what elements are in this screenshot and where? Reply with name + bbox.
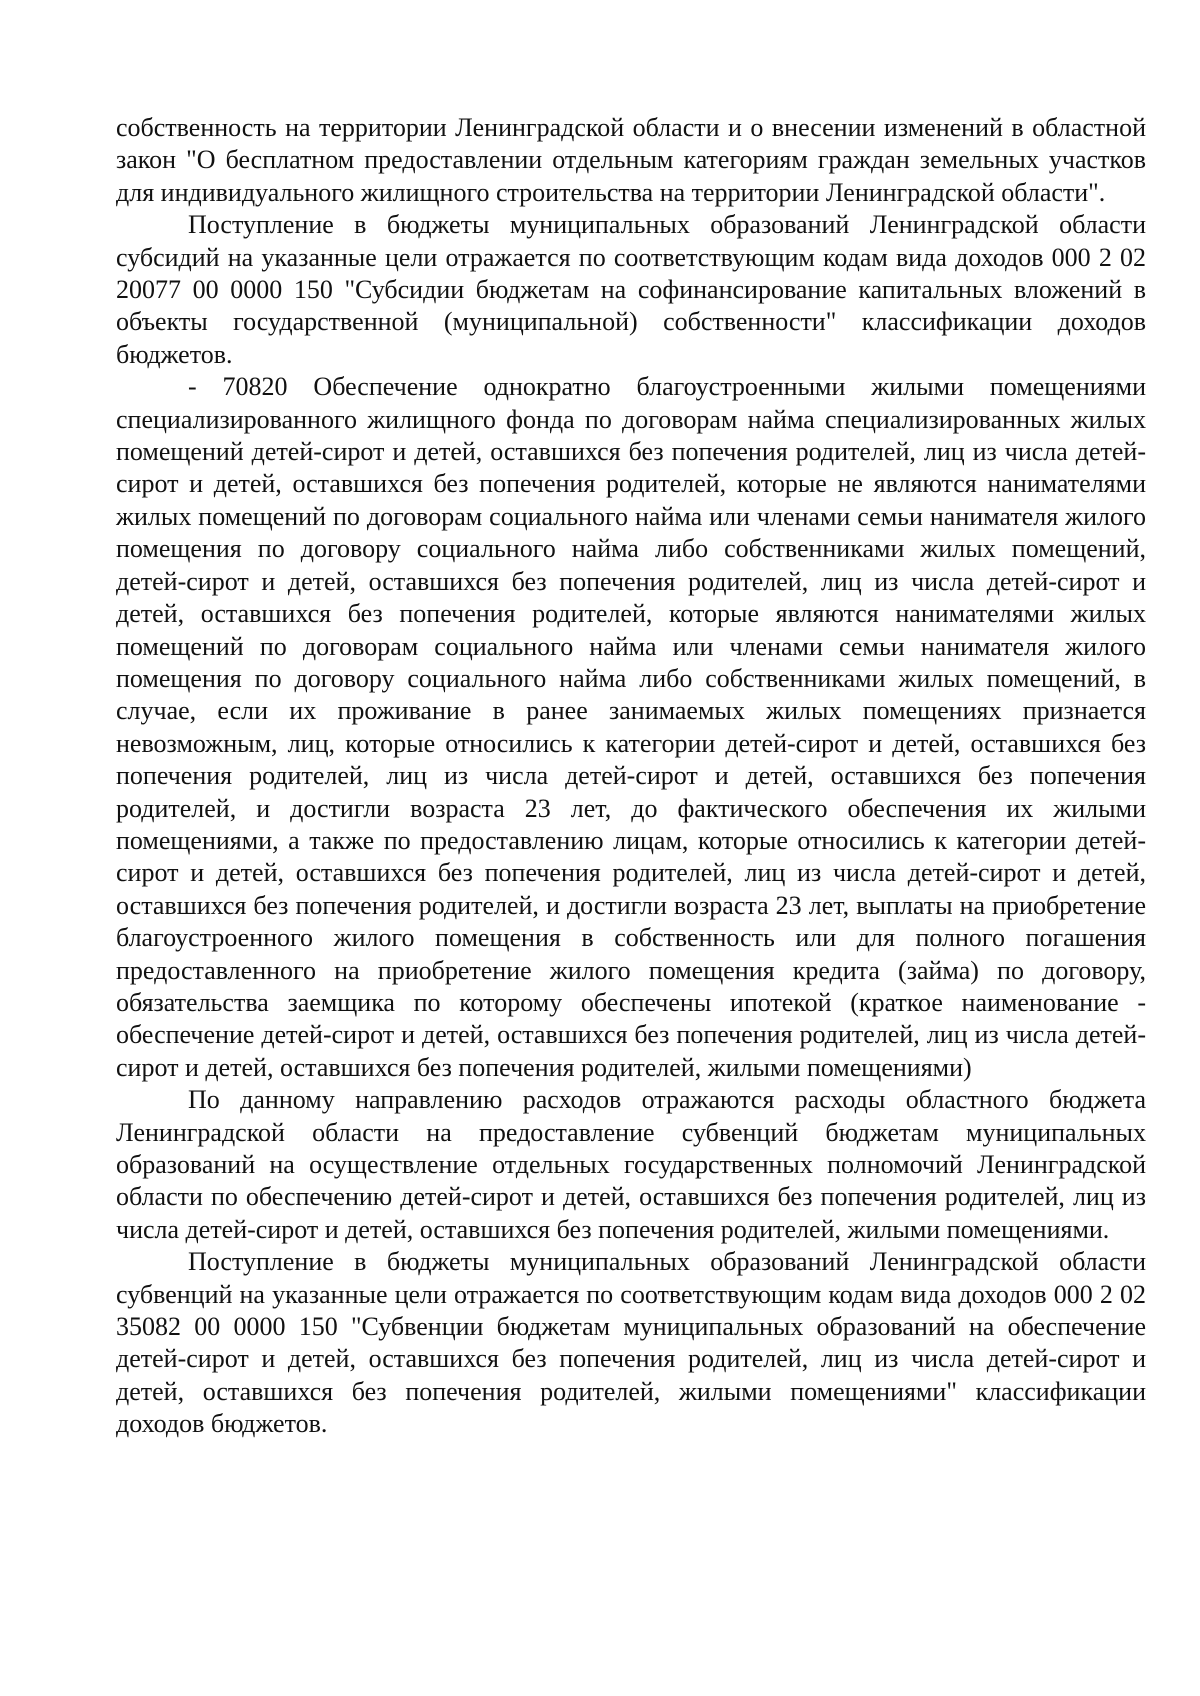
- paragraph-expense-direction: По данному направлению расходов отражаются расходы областного бюджета Ленинградской области на предоставление субвенций бюджетам муниципальных образований на осуществление отдельных государственных полномочий Ленинградской области по обеспечению детей-сирот и детей, оставшихся без попечения родителей, лиц из числа детей-сирот и детей, оставшихся без попечения родителей, жилыми помещениями.: [116, 1085, 1146, 1244]
- document-page: [116, 112, 1146, 1441]
- paragraph-expense-code-70820: - 70820 Обеспечение однократно благоустроенными жилыми помещениями специализированного жилищного фонда по договорам найма специализированных жилых помещений детей-сирот и детей, оставшихся без попечения родителей, лиц из числа детей-сирот и детей, оставшихся без попечения родителей, которые не являются нанимателями жилых помещений по договорам социального найма или членами семьи нанимателя жилого помещения по договору социального найма либо собственниками жилых помещений, детей-сирот и детей, оставшихся без попечения родителей, лиц из числа детей-сирот и детей, оставшихся без попечения родителей, которые являются нанимателями жилых помещений по договорам социального найма или членами семьи нанимателя жилого помещения по договору социального найма либо собственниками жилых помещений, в случае, если их проживание в ранее занимаемых жилых помещениях признается невозможным, лиц, которые относились к категории детей-сирот и детей, оставшихся без попечения родителей, лиц из числа детей-сирот и детей, оставшихся без попечения родителей, и достигли возраста 23 лет, до фактического обеспечения их жилыми помещениями, а также по предоставлению лицам, которые относились к категории детей-сирот и детей, оставшихся без попечения родителей, лиц из числа детей-сирот и детей, оставшихся без попечения родителей, и достигли возраста 23 лет, выплаты на приобретение благоустроенного жилого помещения в собственность или для полного погашения предоставленного на приобретение жилого помещения кредита (займа) по договору, обязательства заемщика по которому обеспечены ипотекой (краткое наименование - обеспечение детей-сирот и детей, оставшихся без попечения родителей, лиц из числа детей-сирот и детей, оставшихся без попечения родителей, жилыми помещениями): [116, 372, 1146, 1082]
- paragraph-subsidy-income: Поступление в бюджеты муниципальных образований Ленинградской области субсидий на указанные цели отражается по соответствующим кодам вида доходов 000 2 02 20077 00 0000 150 "Субсидии бюджетам на софинансирование капитальных вложений в объекты государственной (муниципальной) собственности" классификации доходов бюджетов.: [116, 210, 1146, 369]
- paragraph-subvention-income: Поступление в бюджеты муниципальных образований Ленинградской области субвенций на указанные цели отражается по соответствующим кодам вида доходов 000 2 02 35082 00 0000 150 "Субвенции бюджетам муниципальных образований на обеспечение детей-сирот и детей, оставшихся без попечения родителей, лиц из числа детей-сирот и детей, оставшихся без попечения родителей, жилыми помещениями" классификации доходов бюджетов.: [116, 1247, 1146, 1439]
- paragraph-continuation: собственность на территории Ленинградской области и о внесении изменений в областной закон "О бесплатном предоставлении отдельным категориям граждан земельных участков для индивидуального жилищного строительства на территории Ленинградской области".: [116, 113, 1146, 207]
